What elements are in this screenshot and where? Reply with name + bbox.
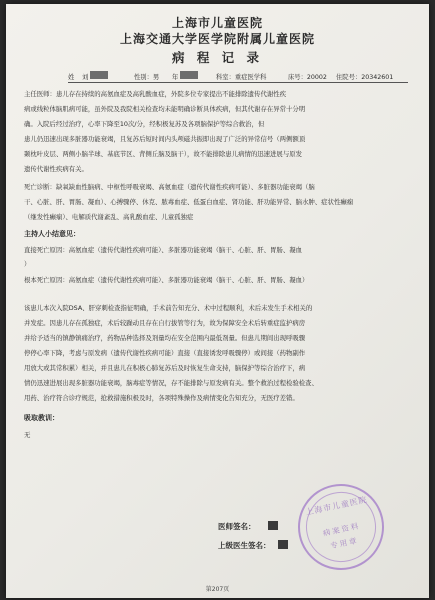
summary-line: 并给予适当的镇静镇痛治疗，药物品种选择及剂量均在安全范围内最低剂量。但患儿期间出现呼吸骤	[24, 334, 306, 342]
physician-signature-label: 医师签名：	[218, 522, 256, 531]
gender-label: 性别：男	[134, 74, 160, 81]
name-label: 姓	[68, 74, 75, 81]
death-diagnosis-line: （继发性癫痫）、电解质代谢紊乱、高乳酸血症、儿童孤独症	[24, 213, 194, 221]
lessons-value: 无	[24, 431, 31, 439]
stamp-text: 专用章	[329, 535, 360, 551]
summary-line: 停停心率下降，考虑与原发病（遗传代谢性疾病可能）直接（直接诱发呼吸骤停）或间接（药物副作	[24, 349, 306, 357]
direct-cause-tail: ）	[24, 260, 31, 268]
redacted-name	[90, 71, 108, 79]
department: 科室：重症医学科	[216, 74, 267, 81]
document-title: 病 程 记 录	[171, 50, 264, 65]
hospital-stamp	[290, 476, 392, 578]
body-line: 确。入院后经过治疗，心率下降至10次/分，经积极复苏及各项脑保护等综合救治，但	[24, 120, 265, 128]
summary-line: 用药、治疗符合诊疗规范，抢救措施积极及时，各项特殊操作及病情变化告知充分，无医疗差错。	[24, 394, 299, 402]
senior-signature-label: 上级医生签名：	[218, 541, 271, 550]
body-line: 主任医师：患儿存在持续的高氨血症及高乳酸血症，外院多位专家提出不能排除遗传代谢性疾	[24, 90, 287, 98]
medical-record-page	[6, 4, 429, 598]
body-line: 患儿仍迅速出现多脏器功能衰竭，且复苏后短时间内头颅磁共振即出现了广泛的异常信号（两侧额顶	[24, 135, 306, 143]
body-line: 遗传代谢性疾病有关。	[24, 165, 88, 173]
summary-heading: 主持人小结意见：	[24, 230, 80, 238]
bed-number: 床号：20002	[288, 74, 327, 81]
patient-info-row	[68, 70, 408, 83]
summary-line: 用放大或其常积累）相关，并且患儿在积极心肺复苏后及时恢复生命支持，脑保护等综合治疗下，病	[24, 364, 306, 372]
physician-signature	[268, 521, 278, 530]
direct-cause: 直接死亡原因：高氨血症（遗传代谢性疾病可能）、多脏器功能衰竭（脑干、心脏、肝、胃肠、凝血	[24, 246, 302, 254]
age-label: 年	[172, 74, 179, 81]
senior-signature	[278, 540, 288, 549]
summary-line: 情仍迅速进展出现多脏器功能衰竭，脑毒症等情况，存不能排除与原发病有关。整个救治过程检验检查、	[24, 379, 318, 387]
lessons-heading: 吸取教训：	[24, 414, 59, 422]
page-number: 第207页	[205, 586, 230, 593]
summary-line: 该患儿本次入院DSA、肝穿刺检查指征明确，手术前告知充分、术中过程顺利，术后未发生手术相关的	[24, 304, 313, 312]
inpatient-number: 住院号：20342601	[336, 74, 394, 81]
death-diagnosis-line: 死亡诊断：缺氧缺血性脑病、中枢性呼吸衰竭、高氨血症（遗传代谢性疾病可能）、多脏器功能衰竭（脑	[24, 183, 315, 191]
body-line: 颞枕叶皮层、两侧小脑半球、基底节区、背侧丘脑及脑干），故不能排除患儿病情的迅速进展与原发	[24, 150, 302, 158]
body-line: 病或线粒体脑肌病可能，虽外院及我院相关检查均未能明确诊断具体疾病，但其代谢存在异常十分明	[24, 105, 306, 113]
redacted-age	[180, 71, 198, 79]
death-diagnosis-line: 干、心脏、肝、胃肠、凝血）、心搏骤停、休克、脓毒血症、低蛋白血症、肾功能、肝功能异常、脑水肿、症状性癫痫	[24, 198, 354, 206]
name-value: 刘	[82, 74, 89, 81]
stamp-text: 上海市儿童医院	[304, 495, 369, 517]
root-cause: 根本死亡原因：高氨血症（遗传代谢性疾病可能）、多脏器功能衰竭（脑干、心脏、肝、胃肠、凝血）	[24, 276, 309, 284]
summary-line: 并发症。因患儿存在孤独症，术后较躁动且存在自行拔管等行为，故为保障安全术后转重症监护病房	[24, 319, 306, 327]
stamp-text: 病案资料	[321, 521, 362, 538]
hospital-affiliation: 上海交通大学医学院附属儿童医院	[119, 32, 315, 46]
hospital-name: 上海市儿童医院	[171, 16, 263, 30]
